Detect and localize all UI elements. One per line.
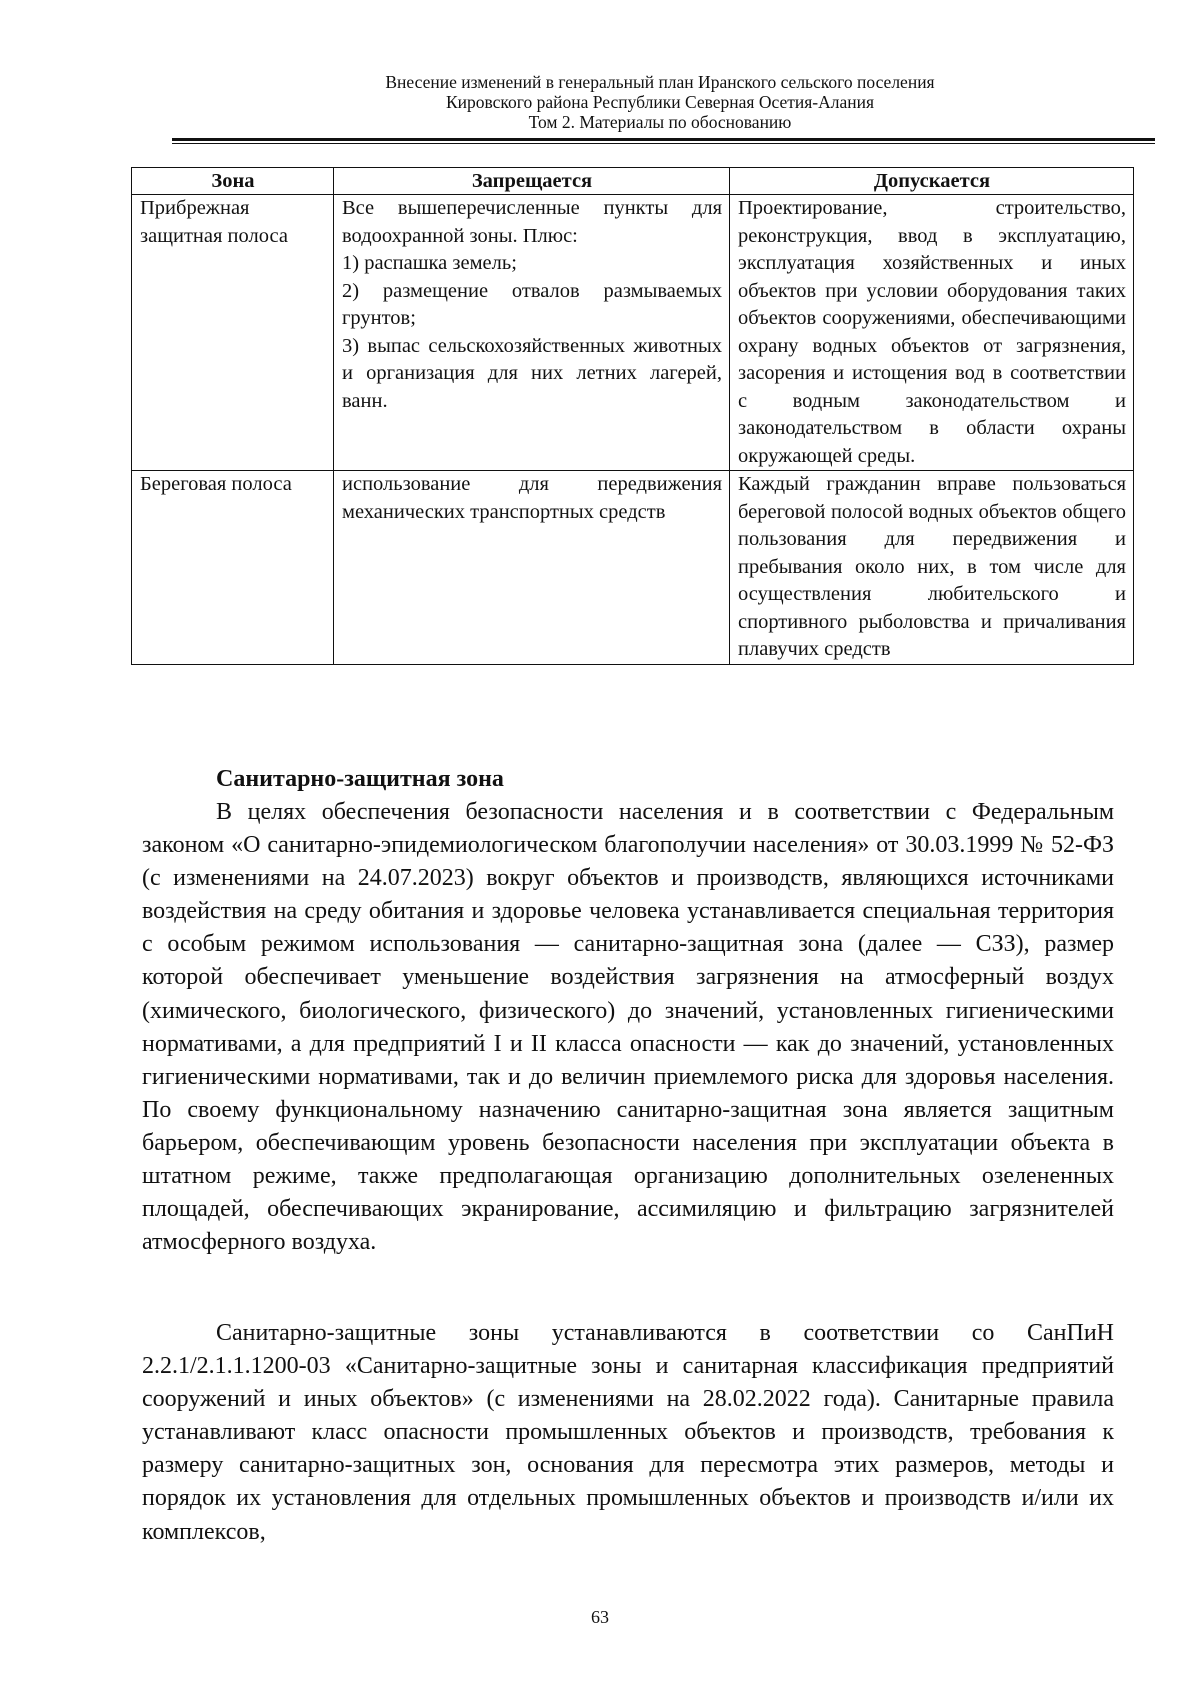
running-header	[165, 72, 1155, 132]
forbidden-item: 3) выпас сельскохозяйственных животных и организация для них летних лагерей, ванн.	[342, 334, 722, 412]
column-header-forbidden: Запрещается	[334, 168, 730, 195]
body-paragraph: В целях обеспечения безопасности населения и в соответствии с Федеральным законом «О санитарно-эпидемиологическом благополучии населения» от 30.03.1999 № 52-ФЗ (с изменениями на 24.07.2023) вокруг объектов и производств, являющихся источниками воздействия на среду обитания и здоровье человека устанавливается специальная территория с особым режимом использования — санитарно-защитная зона (далее — СЗЗ), размер которой обеспечивает уменьшение воздействия загрязнения на атмосферный воздух (химического, биологического, физического) до значений, установленных гигиеническими нормативами, а для предприятий I и II класса опасности — как до значений, установленных гигиеническими нормативами, так и до величин приемлемого риска для здоровья населения. По своему функциональному назначению санитарно-защитная зона является защитным барьером, обеспечивающим уровень безопасности населения при эксплуатации объекта в штатном режиме, также предполагающая организацию дополнительных озелененных площадей, обеспечивающих экранирование, ассимиляцию и фильтрацию загрязнителей атмосферного воздуха.	[142, 799, 1114, 1256]
header-rule-thick	[172, 138, 1155, 141]
section-heading: Санитарно-защитная зона	[216, 766, 504, 792]
table-row	[132, 471, 1134, 665]
header-rule-thin	[172, 143, 1155, 144]
header-line-1: Внесение изменений в генеральный план Иранского сельского поселения	[385, 72, 935, 92]
zone-cell: Прибрежная защитная полоса	[132, 195, 334, 471]
forbidden-item: использование для передвижения механических транспортных средств	[342, 473, 722, 523]
forbidden-cell	[334, 195, 730, 471]
allowed-cell: Проектирование, строительство, реконструкция, ввод в эксплуатацию, эксплуатация хозяйственных и иных объектов при условии оборудования таких объектов сооружениями, обеспечивающими охрану водных объектов от загрязнения, засорения и истощения вод в соответствии с водным законодательством и законодательством в области охраны окружающей среды.	[730, 195, 1134, 471]
forbidden-item: Все вышеперечисленные пункты для водоохранной зоны. Плюс:	[342, 197, 722, 247]
allowed-cell: Каждый гражданин вправе пользоваться береговой полосой водных объектов общего пользования для передвижения и пребывания около них, в том числе для осуществления любительского и спортивного рыболовства и причаливания плавучих средств	[730, 471, 1134, 665]
page-number: 63	[591, 1607, 609, 1627]
forbidden-cell	[334, 471, 730, 665]
forbidden-item: 2) размещение отвалов размываемых грунтов;	[342, 279, 722, 329]
body-paragraph: Санитарно-защитные зоны устанавливаются в соответствии со СанПиН 2.2.1/2.1.1.1200-03 «Санитарно-защитные зоны и санитарная классификация предприятий сооружений и иных объектов» (с изменениями на 28.02.2022 года). Санитарные правила устанавливают класс опасности промышленных объектов и производств, требования к размеру санитарно-защитных зон, основания для пересмотра этих размеров, методы и порядок их установления для отдельных промышленных объектов и производств и/или их комплексов,	[142, 1320, 1114, 1545]
column-header-allowed: Допускается	[730, 168, 1134, 195]
table-header-row	[132, 168, 1134, 195]
zones-table	[131, 167, 1134, 665]
column-header-zone: Зона	[132, 168, 334, 195]
header-line-3: Том 2. Материалы по обоснованию	[528, 112, 792, 132]
zone-cell: Береговая полоса	[132, 471, 334, 665]
table-row	[132, 195, 1134, 471]
header-line-2: Кировского района Республики Северная Осетия-Алания	[445, 92, 875, 112]
forbidden-item: 1) распашка земель;	[342, 252, 517, 274]
